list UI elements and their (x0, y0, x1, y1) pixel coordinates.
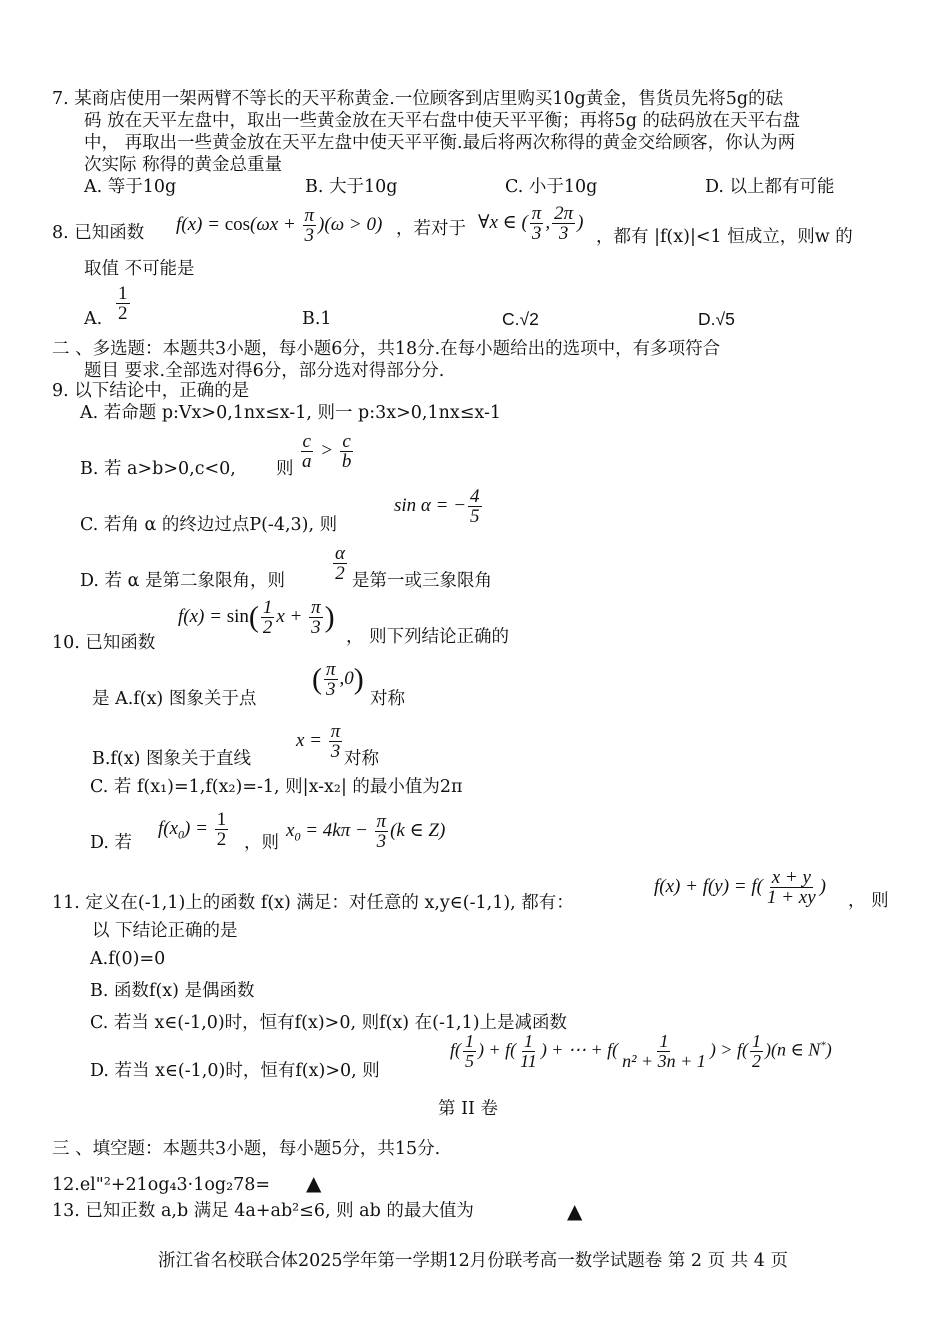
q10-option-b: B.f(x) 图象关于直线 (92, 749, 251, 769)
section2-header-line1: 二 、多选题：本题共3小题，每小题6分，共18分.在每小题给出的选项中，有多项符合 (52, 339, 721, 359)
q10-option-a-tail: 对称 (370, 689, 405, 709)
q11-then: ， 则 (848, 891, 889, 911)
q9-option-c: C. 若角 α 的终边过点P(-4,3), 则 (80, 515, 338, 535)
q8-option-a: A. (84, 309, 103, 329)
q7-line2: 码 放在天平左盘中，取出一些黄金放在天平右盘中使天平平衡；再将5g 的砝码放在天平右盘 (84, 111, 800, 131)
q8-function: f(x) = cos(ωx + $\frac{\pi}{3}$ )(ω > 0) (176, 205, 383, 246)
q10-stem: 10. 已知函数 (52, 633, 156, 653)
q8-condition: ，若对于 (396, 219, 466, 239)
q8-option-a-fraction: $\frac{1}{2}$ (118, 283, 128, 324)
q10-option-a: 是 A.f(x) 图象关于点 (92, 689, 257, 709)
q9-option-d: D. 若 α 是第二象限角，则 (80, 571, 285, 591)
q10-option-d-condition: $f(x_0)$ = $\frac{1}{2}$ (158, 809, 227, 850)
q8-option-c: C.√2 (502, 309, 539, 329)
q7-option-d: D. 以上都有可能 (705, 177, 835, 197)
q9-option-b: B. 若 a>b>0,c<0, (80, 459, 236, 479)
q10-option-c: C. 若 f(x₁)=1,f(x₂)=-1, 则|x-x₂| 的最小值为2π (90, 777, 463, 797)
q10-function: f(x) = sin( $\frac{1}{2}$ x + $\frac{\pi}{3}$ ) (178, 597, 335, 638)
q9-stem: 9. 以下结论中，正确的是 (52, 381, 250, 401)
q10-option-a-point: ( $\frac{\pi}{3}$ ,0) (312, 659, 364, 700)
q10-option-b-line: x = $\frac{\pi}{3}$ (296, 721, 341, 762)
q9-option-b-then: 则 (276, 459, 294, 479)
q8-line2: 取值 不可能是 (84, 259, 195, 279)
q10-option-d-result: $x_0 = 4k\pi$ − $\frac{\pi}{3}$ (k ∈ Z) (286, 811, 446, 852)
q11-line2: 以 下结论正确的是 (92, 921, 238, 941)
q8-option-d: D.√5 (698, 309, 735, 329)
q10-option-b-tail: 对称 (344, 749, 379, 769)
q12: 12.el"²+21og₄3·1og₂78= (52, 1175, 271, 1195)
q7-line3: 中， 再取出一些黄金放在天平左盘中使天平平衡.最后将两次称得的黄金交给顾客，你认为两 (84, 133, 796, 153)
q8-option-b: B.1 (302, 309, 332, 329)
q7-option-c: C. 小于10g (505, 177, 598, 197)
q9-option-d-fraction: $\frac{\alpha}{2}$ (335, 543, 345, 584)
q10-option-d: D. 若 (90, 833, 133, 853)
q9-option-b-inequality: $\frac{c}{a}$ > $\frac{c}{b}$ (302, 431, 352, 472)
page-footer: 浙江省名校联合体2025学年第一学期12月份联考高一数学试题卷 第 2 页 共 4 页 (158, 1251, 788, 1271)
q11-functional-equation: f(x) + f(y) = f( $\frac{x + y}{1 + xy}$ ) (654, 867, 826, 908)
q7-option-b: B. 大于10g (305, 177, 398, 197)
q12-answer-blank: ▲ (306, 1171, 322, 1195)
q9-option-d-tail: 是第一或三象限角 (352, 571, 492, 591)
q11-option-d-inequality: f( $\frac{1}{5}$ ) + f( $\frac{1}{11}$ ) + ⋯ + f( $\frac{1}{\text{n² + 3n + 1}}$ ) > f( $\frac{1}{2}$ )(n ∈ N*) (450, 1031, 832, 1071)
q11-option-c: C. 若当 x∈(-1,0)时，恒有f(x)>0, 则f(x) 在(-1,1)上是减函数 (90, 1013, 568, 1033)
q13-answer-blank: ▲ (567, 1199, 583, 1223)
q11-option-a: A.f(0)=0 (90, 949, 166, 969)
part2-title: 第 II 卷 (438, 1099, 498, 1119)
q11-option-d: D. 若当 x∈(-1,0)时，恒有f(x)>0, 则 (90, 1061, 380, 1081)
q7-line4: 次实际 称得的黄金总重量 (84, 155, 283, 175)
section3-header: 三 、填空题：本题共3小题，每小题5分，共15分. (52, 1139, 441, 1159)
q10-option-d-mid: ，则 (244, 833, 279, 853)
q13: 13. 已知正数 a,b 满足 4a+ab²≤6, 则 ab 的最大值为 (52, 1201, 474, 1221)
q9-option-c-expression: sin α = − $\frac{4}{5}$ (394, 486, 480, 527)
q8-stem: 8. 已知函数 (52, 223, 145, 243)
q8-tail: ，都有 |f(x)|<1 恒成立，则w 的 (596, 227, 853, 247)
q10-after: ， 则下列结论正确的 (346, 627, 510, 647)
q11-stem: 11. 定义在(-1,1)上的函数 f(x) 满足：对任意的 x,y∈(-1,1), 都有： (52, 893, 574, 913)
q8-interval: ∀x ∈ ( $\frac{\pi}{3}$ , $\frac{2\pi}{3}$ ) (478, 203, 584, 244)
q7-line1: 7. 某商店使用一架两臂不等长的天平称黄金.一位顾客到店里购买10g黄金，售货员先将5g的砝 (52, 89, 784, 109)
q7-option-a: A. 等于10g (84, 177, 177, 197)
q9-option-a: A. 若命题 p:Vx>0,1nx≤x-1, 则一 p:3x>0,1nx≤x-1 (80, 403, 502, 423)
section2-header-line2: 题目 要求.全部选对得6分，部分选对得部分分. (84, 361, 445, 381)
q11-option-b: B. 函数f(x) 是偶函数 (90, 981, 255, 1001)
